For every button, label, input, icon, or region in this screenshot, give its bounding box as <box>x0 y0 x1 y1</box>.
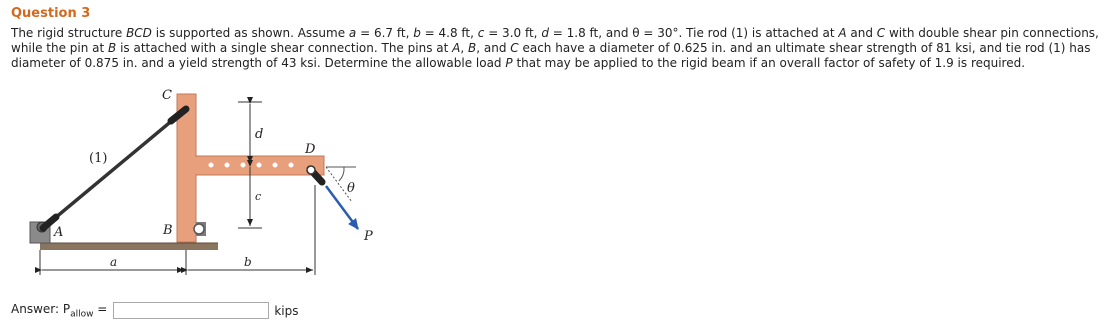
text-part: A <box>452 41 461 55</box>
text-part: , and <box>476 41 511 55</box>
text-part: B <box>108 41 117 55</box>
label-theta: θ <box>347 181 355 196</box>
tie-rod-1 <box>43 109 186 228</box>
text-part: C <box>510 41 519 55</box>
text-part: with double shear pin connections, while the pin at <box>11 26 1099 55</box>
answer-input[interactable] <box>113 302 269 319</box>
label-a-dim: a <box>110 255 118 269</box>
text-part: C <box>876 26 886 40</box>
answer-label-subscript: allow <box>70 309 94 320</box>
label-p: P <box>364 229 373 244</box>
text-part: A <box>838 26 847 40</box>
ground-beam <box>40 243 218 250</box>
label-b-dim: b <box>244 255 252 269</box>
text-part: = 4.8 ft, <box>420 26 478 40</box>
text-part: c <box>477 26 485 40</box>
answer-label-suffix: = <box>93 302 108 316</box>
text-part: = 1.8 ft, and θ = 30°. Tie rod (1) is attached at <box>548 26 839 40</box>
text-part: b <box>413 26 421 40</box>
answer-row <box>11 302 299 319</box>
pin-d <box>307 166 315 174</box>
text-part: , <box>460 41 468 55</box>
text-part: each have a diameter of 0.625 in. and an ultimate shear strength of 81 ksi, and tie rod (1) has diameter of 0.875 in. and a yield strength of 43 ksi. Determine the allowable load <box>11 41 1091 70</box>
text-part: P <box>505 56 513 70</box>
text-part: The rigid structure <box>11 26 127 40</box>
text-part: d <box>541 26 549 40</box>
text-part: = 6.7 ft, <box>356 26 414 40</box>
label-b-point: B <box>163 223 173 238</box>
text-part: and <box>846 26 877 40</box>
text-part: B <box>468 41 477 55</box>
label-a-point: A <box>54 225 64 240</box>
answer-unit: kips <box>274 303 299 318</box>
label-d-point: D <box>305 142 316 157</box>
label-member-1: (1) <box>89 151 108 166</box>
label-d-dim: d <box>255 127 264 142</box>
label-c: C <box>162 88 172 103</box>
text-part: is attached with a single shear connection. The pins at <box>116 41 453 55</box>
theta-arc <box>339 167 344 181</box>
question-title: Question 3 <box>11 6 91 21</box>
label-c-dim: c <box>255 190 262 203</box>
text-part: BCD <box>126 26 152 40</box>
text-part: = 3.0 ft, <box>484 26 542 40</box>
text-part: is supported as shown. Assume <box>151 26 349 40</box>
text-part: that may be applied to the rigid beam if an overall factor of safety of 1.9 is required. <box>512 56 1026 70</box>
answer-label-prefix: Answer: P <box>11 302 71 316</box>
text-part: a <box>348 26 357 40</box>
answer-label <box>11 302 107 319</box>
